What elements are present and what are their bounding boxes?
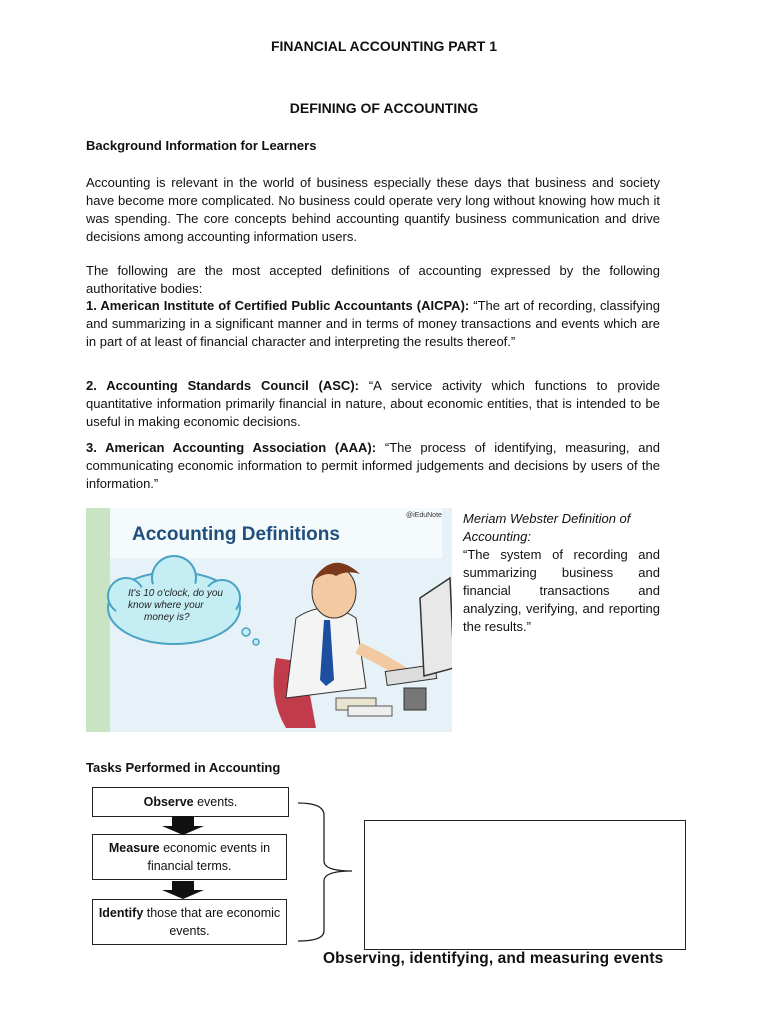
- bubble-line: money is?: [144, 612, 190, 623]
- step-verb: Measure: [108, 841, 160, 855]
- step-text: those that are economic events.: [143, 906, 281, 938]
- tasks-heading: Tasks Performed in Accounting: [86, 760, 281, 775]
- definition-text: “The art of recording, classifying and summarizing in a significant manner and in terms of money transactions and events which are in part of at least of financial character and interpreting the results thereof.”: [86, 298, 660, 349]
- step-text: economic events in financial terms.: [147, 841, 271, 873]
- definition-asc: [86, 377, 660, 431]
- webster-quote: “The system of recording and summarizing business and financial transactions and analyzing, verifying, and reporting the results.”: [463, 547, 660, 634]
- step-verb: Observe: [143, 795, 194, 809]
- definitions-intro: The following are the most accepted definitions of accounting expressed by the following authoritative bodies:: [86, 263, 660, 296]
- step-verb: Identify: [98, 906, 144, 920]
- down-arrow-icon: [162, 816, 204, 835]
- watermark: @iEduNote: [406, 512, 442, 519]
- illustration-heading: Accounting Definitions: [132, 524, 340, 545]
- brace-icon: [298, 803, 352, 941]
- section-title: DEFINING OF ACCOUNTING: [289, 100, 479, 116]
- down-arrow-icon: [162, 881, 204, 899]
- definition-label: 1. American Institute of Certified Public Accountants (AICPA):: [86, 298, 470, 313]
- diagram-caption: Observing, identifying, and measuring events: [323, 950, 664, 967]
- definition-label: 2. Accounting Standards Council (ASC):: [86, 378, 359, 393]
- webster-heading: Meriam Webster Definition of Accounting:: [463, 511, 631, 544]
- bubble-line: It's 10 o'clock, do you: [128, 588, 223, 599]
- accounting-illustration: [86, 508, 452, 732]
- step-text: events.: [193, 795, 238, 809]
- definition-text: “A service activity which functions to provide quantitative information primarily financial in nature, about economic entities, that is intended to be useful in making economic decisions.: [86, 378, 660, 429]
- document-title: FINANCIAL ACCOUNTING PART 1: [270, 38, 498, 54]
- answer-box: [364, 820, 686, 950]
- definition-aicpa: [86, 297, 660, 351]
- intro-paragraph: Accounting is relevant in the world of business especially these days that business and society have become more complicated. No business could operate very long without knowing how much it was spending. The core concepts behind accounting quantify business communication and drive decisions among accounting information users.: [86, 175, 660, 244]
- flow-arrows: [86, 785, 368, 950]
- background-heading: Background Information for Learners: [86, 138, 317, 153]
- webster-definition: [463, 510, 660, 636]
- bubble-line: know where your: [128, 600, 204, 611]
- definition-aaa: [86, 439, 660, 493]
- definition-label: 3. American Accounting Association (AAA):: [86, 440, 377, 455]
- definition-text: “The process of identifying, measuring, and communicating economic information to permit informed judgements and decisions by users of the information.”: [86, 440, 660, 491]
